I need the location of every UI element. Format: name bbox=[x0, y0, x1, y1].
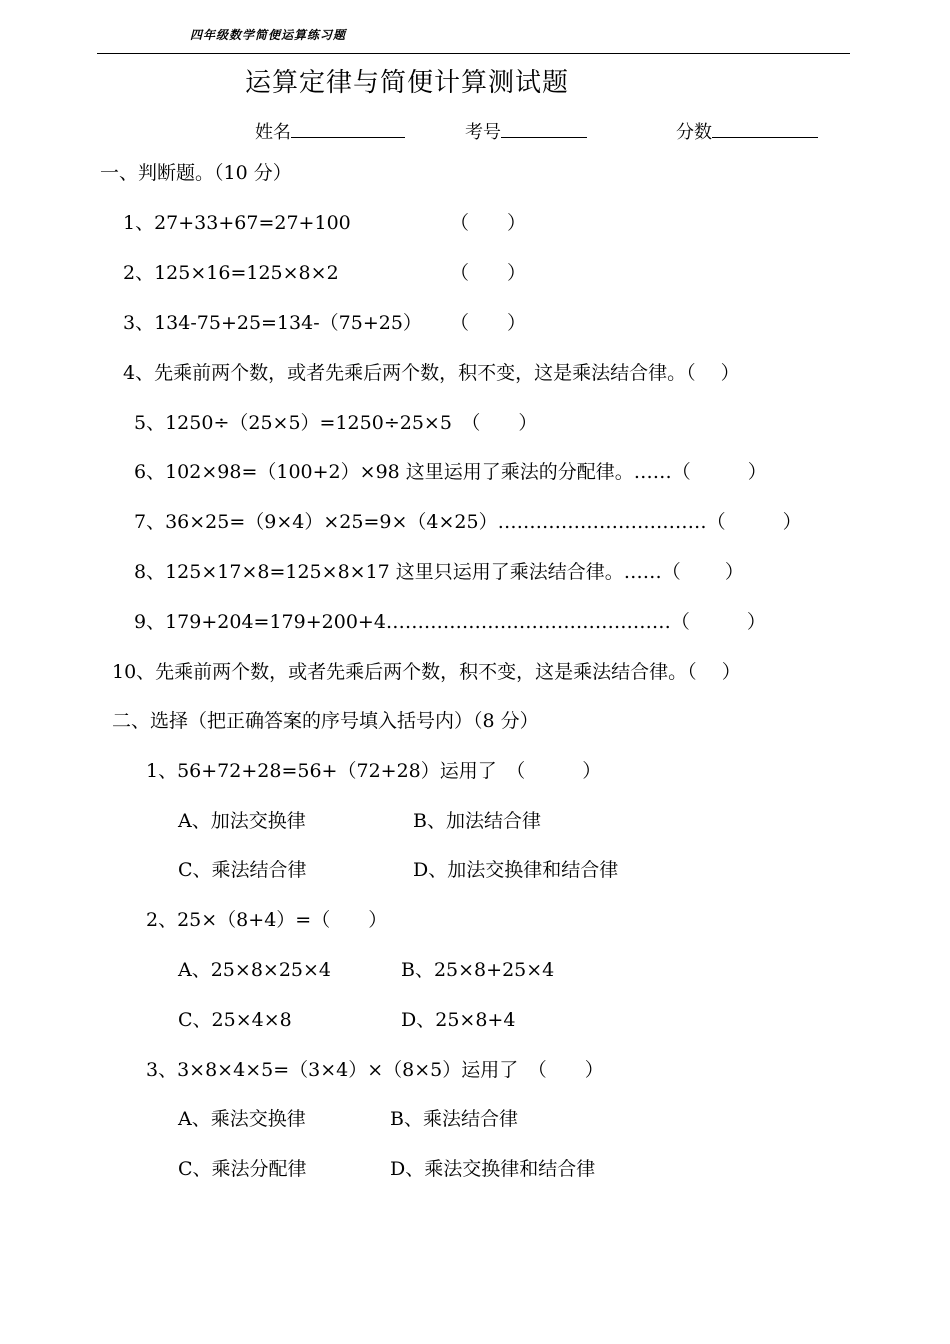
q3-option-c: C、乘法分配律 bbox=[178, 1158, 307, 1180]
judge-item-3: 3、134-75+25=134-（75+25） bbox=[123, 312, 422, 334]
judge-item-4: 4、先乘前两个数，或者先乘后两个数，积不变，这是乘法结合律。（ ） bbox=[123, 362, 740, 384]
judge-item-9: 9、179+204=179+200+4………………………………………（ ） bbox=[134, 611, 766, 633]
header-rule bbox=[97, 53, 850, 54]
q1-option-c: C、乘法结合律 bbox=[178, 859, 307, 881]
q1-option-d: D、加法交换律和结合律 bbox=[413, 859, 619, 881]
choice-question-3: 3、3×8×4×5=（3×4）×（8×5）运用了 （ ） bbox=[146, 1059, 604, 1081]
score-blank[interactable] bbox=[712, 119, 818, 138]
judge-item-8: 8、125×17×8=125×8×17 这里只运用了乘法结合律。……（ ） bbox=[134, 561, 744, 583]
judge-item-7: 7、36×25=（9×4）×25=9×（4×25）……………………………（ ） bbox=[134, 511, 802, 533]
name-label: 姓名 bbox=[255, 122, 291, 143]
judge-answer-paren-2[interactable]: （ ） bbox=[450, 262, 527, 284]
judge-item-10: 10、先乘前两个数，或者先乘后两个数，积不变，这是乘法结合律。（ ） bbox=[112, 661, 741, 683]
exam-no-label: 考号 bbox=[465, 122, 501, 143]
judge-item-2: 2、125×16=125×8×2 bbox=[123, 262, 339, 284]
q2-option-a: A、25×8×25×4 bbox=[178, 959, 332, 981]
q3-option-d: D、乘法交换律和结合律 bbox=[390, 1158, 596, 1180]
q1-option-b: B、加法结合律 bbox=[413, 810, 541, 832]
choice-question-2: 2、25×（8+4）=（ ） bbox=[146, 909, 388, 931]
q2-option-b: B、25×8+25×4 bbox=[401, 959, 555, 981]
judge-item-5: 5、1250÷（25×5）=1250÷25×5 （ ） bbox=[134, 412, 538, 434]
exam-no-blank[interactable] bbox=[501, 119, 587, 138]
q1-option-a: A、加法交换律 bbox=[178, 810, 306, 832]
page-header: 四年级数学简便运算练习题 bbox=[190, 28, 347, 42]
q2-option-d: D、25×8+4 bbox=[401, 1009, 516, 1031]
judge-answer-paren-1[interactable]: （ ） bbox=[450, 212, 527, 234]
q3-option-b: B、乘法结合律 bbox=[390, 1108, 518, 1130]
exam-no-field bbox=[465, 118, 587, 144]
score-field bbox=[676, 118, 818, 144]
section2-heading: 二、选择（把正确答案的序号填入括号内）（8 分） bbox=[112, 710, 539, 732]
name-field bbox=[255, 118, 405, 144]
name-blank[interactable] bbox=[291, 119, 405, 138]
q3-option-a: A、乘法交换律 bbox=[178, 1108, 306, 1130]
choice-question-1: 1、56+72+28=56+（72+28）运用了 （ ） bbox=[146, 760, 602, 782]
judge-item-1: 1、27+33+67=27+100 bbox=[123, 212, 351, 234]
judge-item-6: 6、102×98=（100+2）×98 这里运用了乘法的分配律。……（ ） bbox=[134, 461, 767, 483]
judge-answer-paren-3[interactable]: （ ） bbox=[450, 312, 527, 334]
q2-option-c: C、25×4×8 bbox=[178, 1009, 292, 1031]
section1-heading: 一、判断题。（10 分） bbox=[100, 162, 292, 184]
page-title: 运算定律与简便计算测试题 bbox=[245, 68, 570, 98]
score-label: 分数 bbox=[676, 122, 712, 143]
